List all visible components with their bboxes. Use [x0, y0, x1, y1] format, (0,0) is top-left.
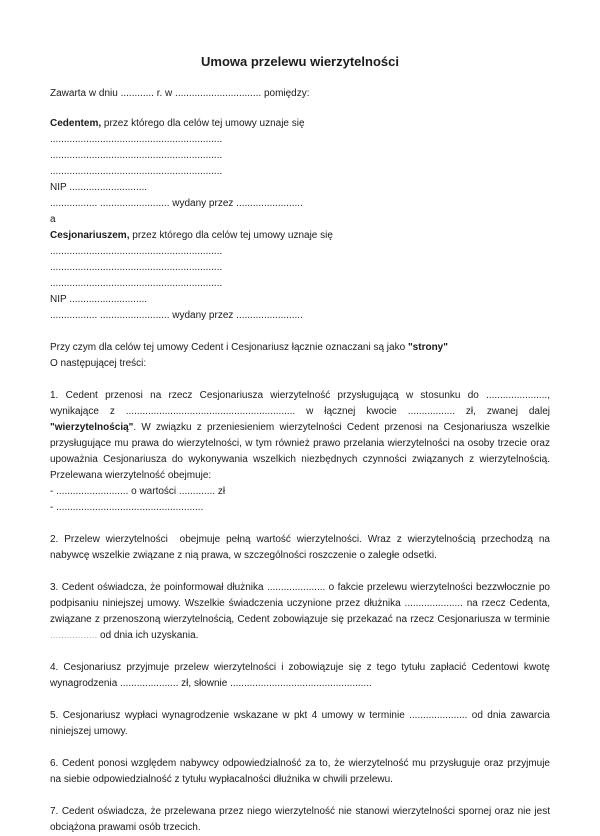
conjunction-a: a: [50, 214, 56, 225]
document-title: Umowa przelewu wierzytelności: [201, 54, 399, 69]
cedent-fill-line-2: ..............................................................: [50, 150, 223, 161]
paragraph-7: 7. Cedent oświadcza, że przelewana przez niego wierzytelność nie stanowi wierzytelności spornej oraz nie jest obciążona prawami osób trzecich.: [50, 806, 553, 833]
cesjonariusz-heading: [50, 228, 550, 244]
paragraph-3: [50, 580, 553, 644]
paragraph-3-text-b: od dnia ich uzyskania.: [97, 630, 199, 641]
cedent-section: [50, 116, 550, 212]
term-fill-field[interactable]: .................: [50, 630, 98, 641]
claim-item-2: - .....................................................: [50, 502, 204, 513]
cesjonariusz-id-issued-line: ................. ......................... wydany przez ........................: [50, 310, 303, 321]
cedent-heading-rest: przez którego dla celów tej umowy uznaje się: [101, 118, 305, 129]
paragraph-4: 4. Cesjonariusz przyjmuje przelew wierzytelności i zobowiązuje się z tego tytułu zapłacić Cedentowi kwotę wynagrodzenia ..................... zł, słownie ...................................................: [50, 662, 553, 689]
cesjonariusz-label: Cesjonariuszem,: [50, 230, 130, 241]
paragraph-1-text-b: . W związku z przeniesieniem wierzytelności Cedent przenosi na Cesjonariusza wszelkie przysługujące mu prawa do wierzytelności, w tym również prawo przelania wierzytelności na osoby trzecie oraz upoważnia Cesjonariusza do wykonywania wszelkich niezbędnych czynności związanych z wierzytelnością. Przelewana wierzytelność obejmuje:: [50, 422, 553, 481]
cesjonariusz-fill-line-1: ..............................................................: [50, 246, 223, 257]
wierzytelnoscia-term: "wierzytelnością": [50, 422, 134, 433]
intro-line: Zawarta w dniu ............ r. w ............................... pomiędzy:: [50, 88, 310, 99]
paragraph-3-text-a: 3. Cedent oświadcza, że poinformował dłużnika ..................... o fakcie przelewu wierzytelności bezzwłocznie po podpisaniu niniejszej umowy. Wszelkie świadczenia uczynione przez dłużnika ..................... na rzecz Cedenta, związane z przenoszoną wierzytelnością, Cedent zobowiązuje się przekazać na rzecz Cesjonariusza w terminie: [50, 582, 553, 625]
paragraph-1-text-a: 1. Cedent przenosi na rzecz Cesjonariusza wierzytelność przysługującą w stosunku do ......................, wynikające z ............................................................. w łącznej kwocie ................. zł, zwanej dalej: [50, 390, 553, 417]
cedent-nip-line: NIP ............................: [50, 182, 148, 193]
paragraph-6: 6. Cedent ponosi względem nabywcy odpowiedzialność za to, że wierzytelność mu przysługuje oraz przyjmuje na siebie odpowiedzialność z tytułu wypłacalności dłużnika w chwili przelewu.: [50, 758, 553, 785]
cedent-heading: [50, 116, 550, 132]
cedent-fill-line-1: ..............................................................: [50, 134, 223, 145]
cesjonariusz-section: [50, 228, 550, 324]
content-intro-line: O następującej treści:: [50, 358, 147, 369]
cesjonariusz-fill-line-2: ..............................................................: [50, 262, 223, 273]
cedent-label: Cedentem,: [50, 118, 102, 129]
strony-term: "strony": [407, 342, 448, 353]
cesjonariusz-nip-line: NIP ............................: [50, 294, 148, 305]
parties-designation: [50, 340, 550, 372]
paragraph-1: [50, 388, 553, 484]
cedent-fill-line-3: ..............................................................: [50, 166, 223, 177]
cedent-id-issued-line: ................. ......................... wydany przez ........................: [50, 198, 303, 209]
cesjonariusz-fill-line-3: ..............................................................: [50, 278, 223, 289]
strony-line: [50, 340, 550, 356]
strony-line-text: Przy czym dla celów tej umowy Cedent i Cesjonariusz łącznie oznaczani są jako: [50, 342, 408, 353]
paragraph-2: 2. Przelew wierzytelności obejmuje pełną wartość wierzytelności. Wraz z wierzytelnością przechodzą na nabywcę wszelkie związane z nią prawa, w szczególności roszczenie o zaległe odsetki.: [50, 534, 553, 561]
claim-item-1: - .......................... o wartości ............. zł: [50, 486, 226, 497]
paragraph-5: 5. Cesjonariusz wypłaci wynagrodzenie wskazane w pkt 4 umowy w terminie ..................... od dnia zawarcia niniejszej umowy.: [50, 710, 553, 737]
cesjonariusz-heading-rest: przez którego dla celów tej umowy uznaje się: [129, 230, 333, 241]
